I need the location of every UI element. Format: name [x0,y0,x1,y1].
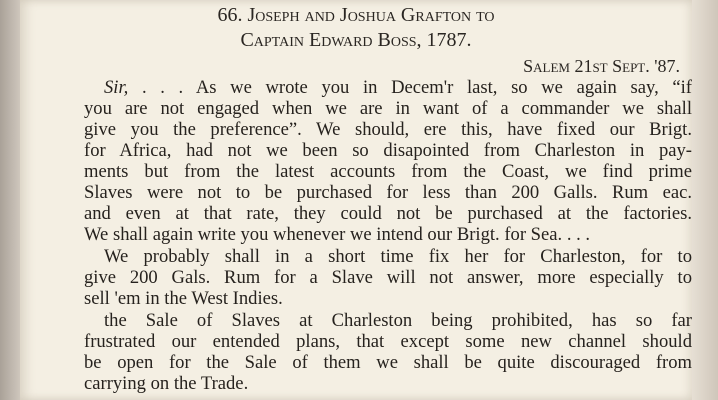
letter-heading-line-1: 66. Joseph and Joshua Grafton to [217,4,495,26]
paragraph-1-line-4: for Africa, had not we been so disapointed from Charleston in pay- [84,140,692,161]
paragraph-1-line-1-text: . . . As we wrote you in Decem'r last, so we again say, “if [141,77,692,98]
paragraph-1-line-5: ments but from the latest accounts from the Coast, we find prime [84,161,692,182]
salutation: Sir, [104,77,129,98]
page-edge-left [0,0,20,400]
paragraph-3-line-2: frustrated our entended plans, that except some new channel should [84,331,692,352]
paragraph-2-line-2: give 200 Gals. Rum for a Slave will not answer, more especially to [84,267,692,288]
paragraph-1-line-2: you are not engaged when we are in want of a commander we shall [84,98,692,119]
letter-heading-line-2: Captain Edward Boss, 1787. [240,29,472,51]
paragraph-2-line-3: sell 'em in the West Indies. [84,288,283,309]
paragraph-1-line-8: We shall again write you whenever we intend our Brigt. for Sea. . . . [84,224,591,245]
page-edge-right [692,0,718,400]
paragraph-1-line-1 [104,77,692,98]
paragraph-2-line-1: We probably shall in a short time fix her for Charleston, for to [104,246,692,267]
paragraph-1-line-6: Slaves were not to be purchased for less than 200 Galls. Rum eac. [84,182,692,203]
paragraph-3-line-4: carrying on the Trade. [84,373,249,394]
letter-dateline: Salem 21st Sept. '87. [523,56,680,76]
paragraph-3-line-1: the Sale of Slaves at Charleston being prohibited, has so far [104,310,692,331]
paragraph-1-line-7: and even at that rate, they could not be purchased at the factories. [84,203,692,224]
paragraph-1-line-3: give you the preference”. We should, ere this, have fixed our Brigt. [84,119,692,140]
book-page [20,0,692,400]
paragraph-3-line-3: be open for the Sale of them we shall be quite discouraged from [84,352,692,373]
